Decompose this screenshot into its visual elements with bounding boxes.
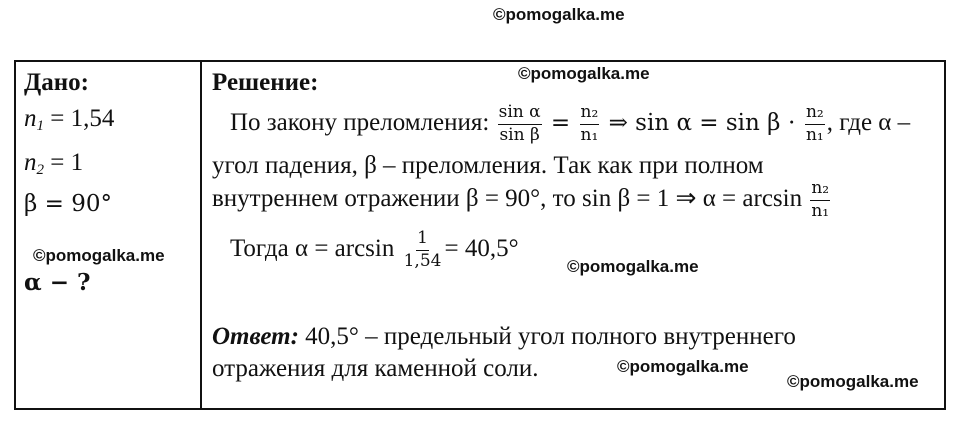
n1-value: = 1,54 xyxy=(44,105,115,132)
fraction-numerator: n₂ xyxy=(580,104,600,125)
fraction-n-ratio-2 xyxy=(805,104,825,145)
given-heading: Дано: xyxy=(24,69,89,96)
find-alpha: α − ? xyxy=(24,269,91,296)
fraction-denominator: 1,54 xyxy=(403,250,442,271)
line1-suffix: , где α – xyxy=(826,109,911,137)
line1-prefix: По закону преломления: xyxy=(230,109,496,137)
line1-equals: = xyxy=(543,110,578,137)
n1-subscript: 1 xyxy=(36,118,44,134)
fraction-denominator: n₁ xyxy=(811,200,830,221)
n2-value: = 1 xyxy=(44,149,84,176)
watermark-solution: ©pomogalka.me xyxy=(518,64,650,83)
watermark-bottom-mid: ©pomogalka.me xyxy=(617,357,749,376)
watermark-bottom-right: ©pomogalka.me xyxy=(787,372,919,391)
line4-suffix: = 40,5° xyxy=(444,235,519,263)
answer-line-1 xyxy=(212,324,796,349)
line3-prefix: внутреннем отражении β = 90°, то sin β = 1 ⇒ α = arcsin xyxy=(212,185,809,213)
watermark-given: ©pomogalka.me xyxy=(33,246,165,265)
line1-mid: ⇒ sin α = sin β ⋅ xyxy=(601,110,803,137)
solution-line-3 xyxy=(212,180,832,221)
solution-line-2: угол падения, β – преломления. Так как при полном xyxy=(212,152,764,179)
answer-text: 40,5° – предельный угол полного внутреннего xyxy=(298,323,796,350)
fraction-denominator: sin β xyxy=(499,124,540,145)
column-divider xyxy=(200,60,202,410)
fraction-numerator: 1 xyxy=(416,230,429,251)
given-beta: β = 90° xyxy=(24,191,112,217)
given-n1 xyxy=(24,106,114,134)
fraction-denominator: n₁ xyxy=(805,124,824,145)
watermark-mid-right: ©pomogalka.me xyxy=(567,257,699,276)
solution-line-1 xyxy=(230,104,910,145)
fraction-numerator: n₂ xyxy=(810,180,830,201)
watermark-top: ©pomogalka.me xyxy=(493,5,625,24)
n2-symbol: n xyxy=(24,149,37,176)
fraction-numerator: sin α xyxy=(498,104,542,125)
n1-symbol: n xyxy=(24,105,37,132)
fraction-sin-ratio xyxy=(498,104,542,145)
fraction-n-ratio xyxy=(580,104,600,145)
n2-subscript: 2 xyxy=(36,162,44,178)
line4-prefix: Тогда α = arcsin xyxy=(230,235,401,263)
fraction-numerator: n₂ xyxy=(805,104,825,125)
solution-line-4 xyxy=(230,230,519,271)
fraction-n-ratio-3 xyxy=(810,180,830,221)
given-n2 xyxy=(24,150,83,178)
fraction-one-over xyxy=(403,230,443,271)
fraction-denominator: n₁ xyxy=(580,124,599,145)
answer-label: Ответ: xyxy=(212,323,299,350)
solution-heading: Решение: xyxy=(212,69,319,96)
answer-line-2: отражения для каменной соли. xyxy=(212,355,539,382)
